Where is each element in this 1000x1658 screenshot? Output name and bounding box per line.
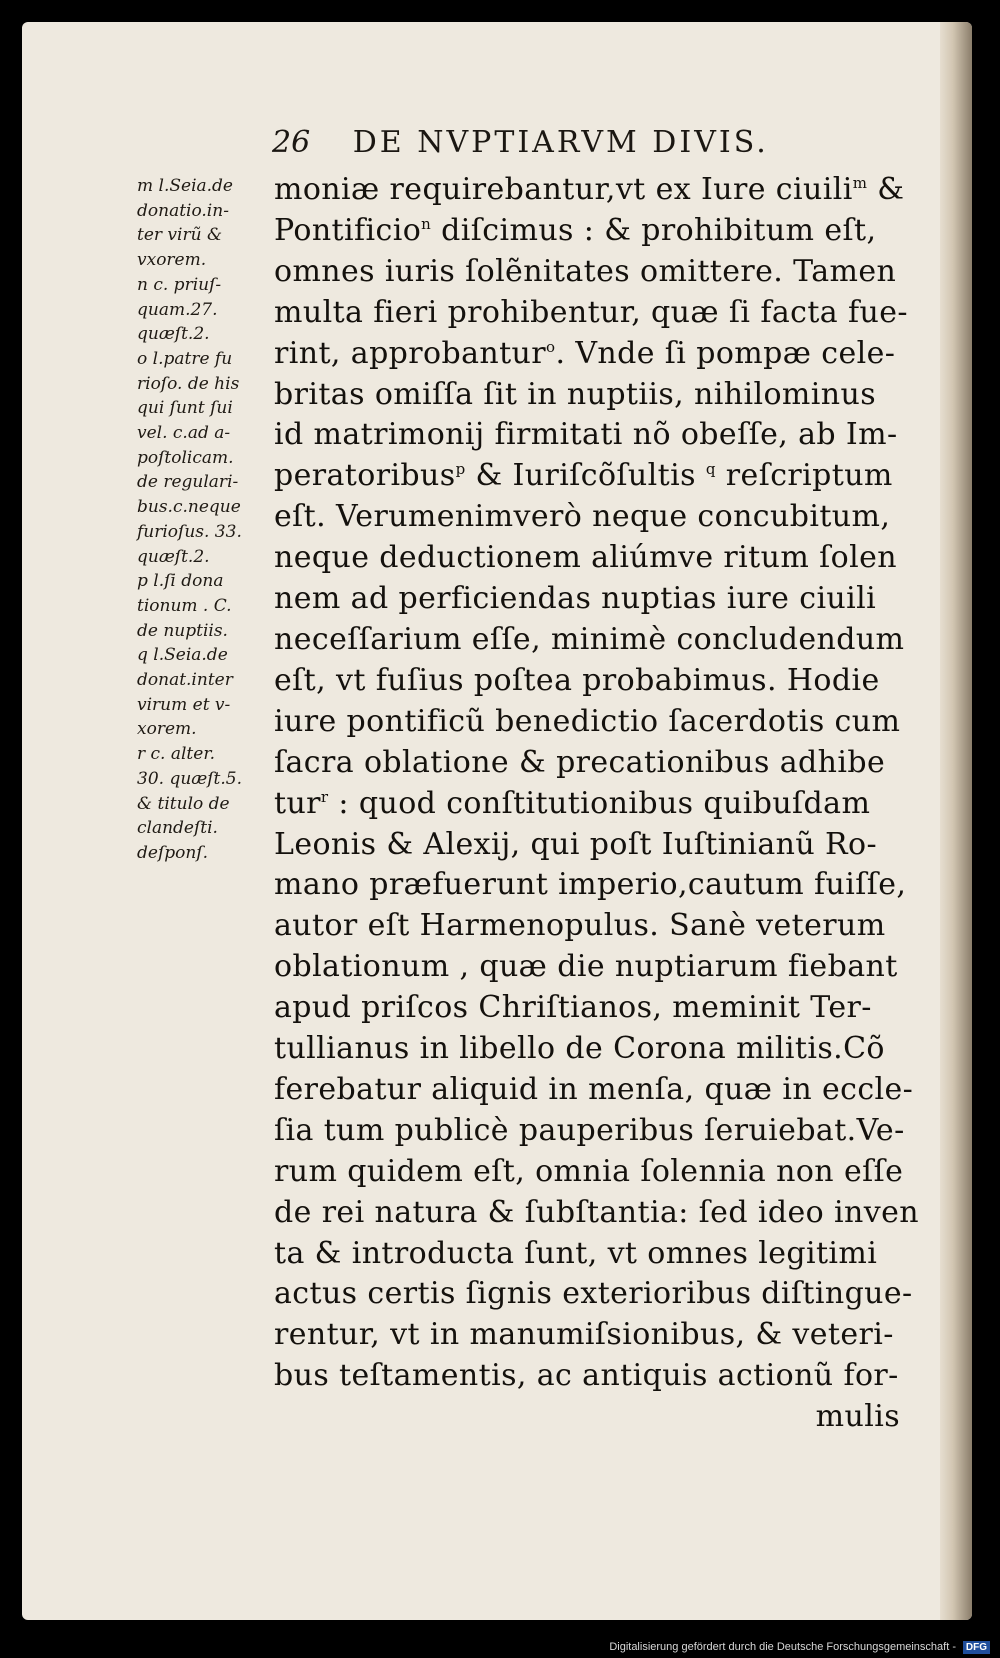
book-page — [22, 22, 972, 1620]
text-line: oblationum , quæ die nuptiarum fiebant — [274, 949, 898, 985]
margin-note-line: n c. priuſ- — [137, 274, 222, 295]
text-line: ferebatur aliquid in menſa, quæ in eccle- — [274, 1071, 914, 1107]
text-line: Pontificio$^n$ diſcimus : & prohibitum eſt, — [274, 212, 877, 248]
margin-note-line: tionum . C. — [137, 595, 232, 616]
text-line: autor eſt Harmenopulus. Sanè veterum — [274, 908, 886, 944]
text-line: multa fieri prohibentur, quæ ſi facta fue- — [274, 294, 908, 330]
text-line: neque deductionem aliúmve ritum ſolen — [274, 540, 897, 576]
margin-note-line: donat.inter — [137, 670, 233, 691]
margin-note-line: qui ſunt ſui — [137, 398, 233, 419]
text-line: tullianus in libello de Corona militis.Cõ — [274, 1031, 885, 1067]
text-line: Leonis & Alexij, qui poſt Iuſtinianũ Ro- — [274, 826, 878, 862]
running-title: DE NVPTIARVM DIVIS. — [352, 125, 769, 160]
funding-credit: Digitalisierung gefördert durch die Deutsche Forschungsgemeinschaft - — [609, 1641, 956, 1653]
margin-note-line: deſponſ. — [137, 842, 208, 863]
text-line: neceſſarium eſſe, minimè concludendum — [274, 621, 905, 657]
text-line: rum quidem eſt, omnia ſolennia non eſſe — [274, 1153, 904, 1189]
margin-note-line: donatio.in- — [137, 200, 229, 221]
text-line: britas omiſſa ſit in nuptiis, nihilominus — [274, 376, 877, 412]
text-line: omnes iuris ſolẽnitates omittere. Tamen — [274, 253, 897, 289]
margin-note-line: p l.ſi dona — [137, 571, 224, 592]
margin-note-line: quæſt.2. — [137, 324, 210, 345]
text-line: bus teſtamentis, ac antiquis actionũ for- — [274, 1358, 899, 1394]
margin-note-line: & titulo de — [137, 793, 230, 814]
text-line: id matrimonij firmitati nõ obeſſe, ab Im- — [274, 417, 898, 453]
margin-note-line: xorem. — [137, 719, 197, 740]
footer-bar — [0, 1622, 1000, 1658]
text-line: iure pontificũ benedictio ſacerdotis cum — [274, 703, 901, 739]
margin-note-line: de nuptiis. — [137, 620, 228, 641]
margin-note-line: quam.27. — [137, 299, 218, 320]
text-line: nem ad perficiendas nuptias iure ciuili — [274, 581, 877, 617]
margin-note-line: vxorem. — [137, 250, 207, 271]
text-line: ta & introducta ſunt, vt omnes legitimi — [274, 1235, 878, 1271]
text-line: peratoribus$^p$ & Iuriſcõſultis $^q$ reſcriptum — [274, 458, 893, 494]
margin-note-line: o l.patre fu — [137, 348, 233, 369]
margin-note-line: de regulari- — [137, 472, 239, 493]
running-header — [272, 125, 912, 160]
margin-note-line: furioſus. 33. — [137, 521, 242, 542]
marginal-notes — [137, 174, 287, 866]
margin-note-line: quæſt.2. — [137, 546, 210, 567]
text-line: actus certis ſignis exterioribus diſtingue- — [274, 1276, 913, 1312]
text-line: rint, approbantur$^o$. Vnde ſi pompæ cele- — [274, 335, 896, 371]
margin-note-line: q l.Seia.de — [137, 645, 228, 666]
page-number: 26 — [272, 125, 311, 160]
text-line: moniæ requirebantur,vt ex Iure ciuili$^m$ & — [274, 172, 905, 207]
margin-note-line: clandeſti. — [137, 818, 218, 839]
margin-note-line: 30. quæſt.5. — [137, 768, 242, 789]
page-edge-shadow — [940, 22, 972, 1620]
text-line: ſacra oblatione & precationibus adhibe — [274, 744, 886, 780]
text-line: de rei natura & ſubſtantia: ſed ideo inven — [274, 1194, 919, 1230]
text-line: apud priſcos Chriſtianos, meminit Ter- — [274, 990, 872, 1026]
margin-note-line: poſtolicam. — [137, 447, 234, 468]
margin-note-line: virum et v- — [137, 694, 231, 715]
margin-note-line: ter virũ & — [137, 225, 223, 246]
margin-note-line: m l.Seia.de — [137, 176, 233, 196]
main-text-block — [274, 170, 934, 1438]
margin-note-line: bus.c.neque — [137, 497, 241, 518]
text-line: rentur, vt in manumiſsionibus, & veteri- — [274, 1317, 894, 1353]
margin-note-line: vel. c.ad a- — [137, 423, 231, 444]
dfg-logo: DFG — [963, 1641, 990, 1654]
text-line: mano præfuerunt imperio,cautum fuiſſe, — [274, 867, 907, 903]
text-line: tur$^r$ : quod conſtitutionibus quibuſdam — [274, 785, 871, 821]
margin-note-line: r c. alter. — [137, 744, 215, 765]
text-line: eſt, vt fuſius poſtea probabimus. Hodie — [274, 662, 880, 698]
margin-note-line: rioſo. de his — [137, 373, 240, 394]
text-line: ſia tum publicè pauperibus ſeruiebat.Ve- — [274, 1112, 905, 1148]
catchword: mulis — [815, 1399, 900, 1435]
text-line: eſt. Verumenimverò neque concubitum, — [274, 499, 891, 535]
